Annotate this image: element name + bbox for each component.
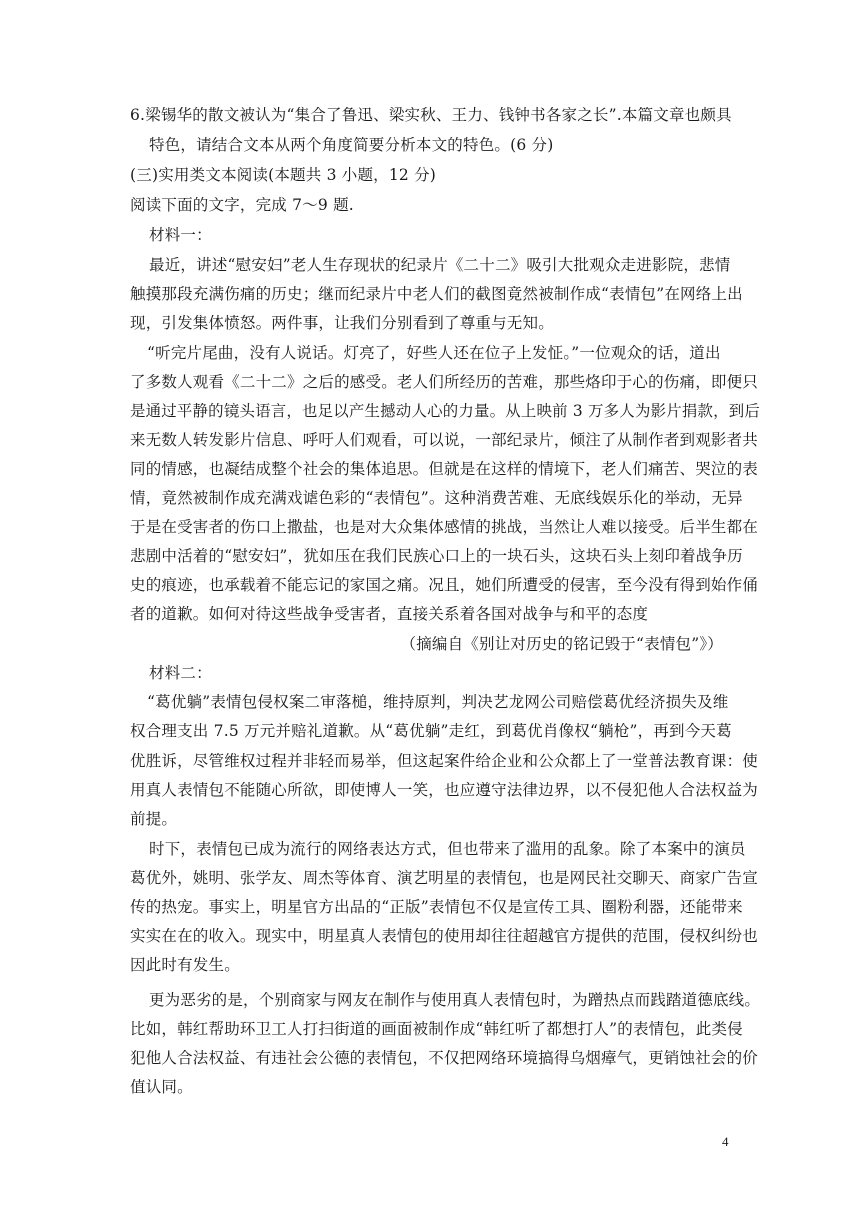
material-2-p3-line: 比如，韩红帮助环卫工人打扫街道的画面被制作成“韩红听了都想打人”的表情包，此类侵	[130, 1020, 743, 1038]
material-2-p1-line: “葛优躺”表情包侵权案二审落槌，维持原判，判决艺龙网公司赔偿葛优经济损失及维	[147, 693, 729, 711]
material-1-p2-line: 悲剧中活着的“慰安妇”，犹如压在我们民族心口上的一块石头，这块石头上刻印着战争历	[130, 547, 743, 565]
material-2-p1-line: 优胜诉，尽管维权过程并非轻而易举，但这起案件给企业和公众都上了一堂普法教育课：使	[130, 752, 759, 770]
material-1-p2-line: 了多数人观看《二十二》之后的感受。老人们所经历的苦难，那些烙印于心的伤痛，即便只	[130, 373, 759, 391]
material-2-p3-line: 犯他人合法权益、有违社会公德的表情包，不仅把网络环境搞得乌烟瘴气，更销蚀社会的价	[130, 1049, 759, 1067]
material-1-source: （摘编自《别让对历史的铭记毁于“表情包”》）	[400, 635, 723, 653]
section-3-instruction: 阅读下面的文字，完成 7～9 题.	[130, 196, 354, 214]
material-2-p2-line: 葛优外，姚明、张学友、周杰等体育、演艺明星的表情包，也是网民社交聊天、商家广告宣	[130, 869, 759, 887]
page-number: 4	[722, 1134, 729, 1149]
material-2-p2-line: 传的热宠。事实上，明星官方出品的“正版”表情包不仅是宣传工具、圈粉利器，还能带来	[130, 898, 743, 916]
material-2-p3-line: 值认同。	[130, 1078, 193, 1096]
material-1-p2-line: “听完片尾曲，没有人说话。灯亮了，好些人还在位子上发怔。”一位观众的话，道出	[147, 344, 721, 362]
material-1-p2-line: 于是在受害者的伤口上撒盐，也是对大众集体感情的挑战，当然让人难以接受。后半生都在	[130, 518, 759, 536]
material-1-p2-line: 同的情感，也凝结成整个社会的集体追思。但就是在这样的情境下，老人们痛苦、哭泣的表	[130, 460, 759, 478]
material-2-p1-line: 前提。	[130, 810, 178, 828]
section-3-heading: (三)实用类文本阅读(本题共 3 小题，12 分)	[130, 166, 437, 184]
material-1-p2-line: 是通过平静的镜头语言，也足以产生撼动人心的力量。从上映前 3 万多人为影片捐款，到后	[130, 402, 761, 420]
material-1-p1-line: 最近，讲述“慰安妇”老人生存现状的纪录片《二十二》吸引大批观众走进影院，悲情	[149, 256, 731, 274]
question-6-line-1: 6.梁锡华的散文被认为“集合了鲁迅、梁实秋、王力、钱钟书各家之长”.本篇文章也颇具	[130, 106, 732, 124]
material-2-p2-line: 因此时有发生。	[130, 956, 240, 974]
question-6-line-2: 特色，请结合文本从两个角度简要分析本文的特色。(6 分)	[149, 136, 554, 154]
material-2-p2-line: 时下，表情包已成为流行的网络表达方式，但也带来了滥用的乱象。除了本案中的演员	[149, 840, 746, 858]
material-1-p1-line: 现，引发集体愤怒。两件事，让我们分别看到了尊重与无知。	[130, 314, 554, 332]
material-1-p2-line: 史的痕迹，也承载着不能忘记的家国之痛。况且，她们所遭受的侵害，至今没有得到始作俑	[130, 576, 759, 594]
material-1-p2-line: 来无数人转发影片信息、呼吁人们观看，可以说，一部纪录片，倾注了从制作者到观影者共	[130, 431, 759, 449]
material-1-p1-line: 触摸那段充满伤痛的历史；继而纪录片中老人们的截图竟然被制作成“表情包”在网络上出	[130, 285, 743, 303]
material-2-p1-line: 权合理支出 7.5 万元并赔礼道歉。从“葛优躺”走红，到葛优肖像权“躺枪”，再到今天葛	[130, 722, 732, 740]
material-1-p2-line: 情，竟然被制作成充满戏谑色彩的“表情包”。这种消费苦难、无底线娱乐化的举动，无异	[130, 489, 743, 507]
material-2-p3-line: 更为恶劣的是，个别商家与网友在制作与使用真人表情包时，为蹭热点而践踏道德底线。	[149, 991, 761, 1009]
material-2-p1-line: 用真人表情包不能随心所欲，即使博人一笑，也应遵守法律边界，以不侵犯他人合法权益为	[130, 781, 759, 799]
material-2-label: 材料二：	[149, 664, 212, 682]
material-1-label: 材料一：	[149, 226, 212, 244]
material-2-p2-line: 实实在在的收入。现实中，明星真人表情包的使用却往往超越官方提供的范围，侵权纠纷也	[130, 927, 759, 945]
material-1-p2-line: 者的道歉。如何对待这些战争受害者，直接关系着各国对战争与和平的态度	[130, 605, 649, 623]
